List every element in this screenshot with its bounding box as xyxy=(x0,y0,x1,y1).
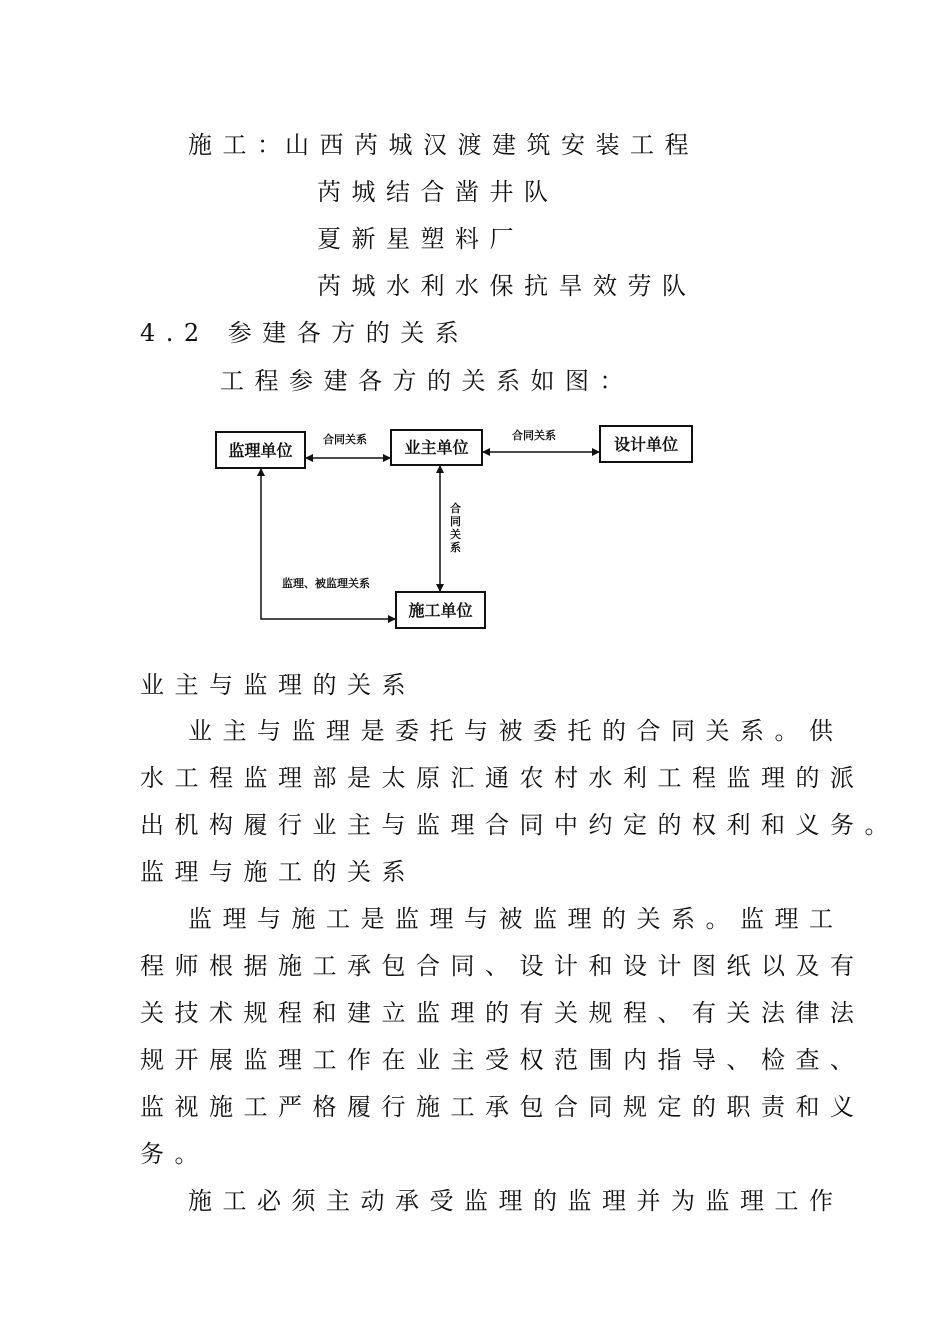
owner-supervisor-heading: 业主与监理的关系 xyxy=(140,671,416,699)
paragraph-line: 程师根据施工承包合同、设计和设计图纸以及有 xyxy=(140,952,865,980)
designer-box-label: 设计单位 xyxy=(613,435,679,454)
section-intro: 工程参建各方的关系如图： xyxy=(220,367,634,395)
section-heading: 4.2 参建各方的关系 xyxy=(140,319,470,347)
supervisor-constructor-heading: 监理与施工的关系 xyxy=(140,858,416,886)
designer-box xyxy=(600,426,692,462)
owner-constructor-label-char: 合 xyxy=(450,502,461,515)
owner-box-label: 业主单位 xyxy=(404,438,469,457)
owner-constructor-label-char: 系 xyxy=(450,541,461,554)
owner-constructor-label-char: 同 xyxy=(450,515,461,528)
contractors-label: 施工： xyxy=(188,131,292,159)
owner-supervisor-label: 合同关系 xyxy=(323,433,367,446)
owner-designer-label: 合同关系 xyxy=(512,429,556,442)
owner-constructor-label-char: 关 xyxy=(450,528,461,541)
contractor-item: 山西芮城汉渡建筑安装工程 xyxy=(285,131,699,159)
owner-box xyxy=(391,430,482,465)
supervisor-box-label: 监理单位 xyxy=(228,441,293,460)
contractor-item: 芮城水利水保抗旱效劳队 xyxy=(317,272,697,300)
paragraph-line: 出机构履行业主与监理合同中约定的权利和义务。 xyxy=(140,811,899,839)
constructor-box-label: 施工单位 xyxy=(408,601,473,620)
supervisor-constructor-label: 监理、被监理关系 xyxy=(282,577,370,590)
paragraph-line: 规开展监理工作在业主受权范围内指导、检查、 xyxy=(140,1046,865,1074)
paragraph-line: 业主与监理是委托与被委托的合同关系。供 xyxy=(188,717,844,745)
paragraph-line: 水工程监理部是太原汇通农村水利工程监理的派 xyxy=(140,764,865,792)
contractor-item: 芮城结合凿井队 xyxy=(317,178,559,206)
constructor-box xyxy=(396,592,485,628)
paragraph-line: 务。 xyxy=(140,1140,209,1168)
paragraph-line: 监理与施工是监理与被监理的关系。监理工 xyxy=(188,905,844,933)
contractor-item: 夏新星塑料厂 xyxy=(317,225,524,253)
paragraph-line: 监视施工严格履行施工承包合同规定的职责和义 xyxy=(140,1093,865,1121)
supervisor-box xyxy=(216,432,305,468)
supervisor-constructor-arrow xyxy=(261,469,395,619)
paragraph-line: 施工必须主动承受监理的监理并为监理工作 xyxy=(188,1187,844,1215)
paragraph-line: 关技术规程和建立监理的有关规程、有关法律法 xyxy=(140,999,865,1027)
